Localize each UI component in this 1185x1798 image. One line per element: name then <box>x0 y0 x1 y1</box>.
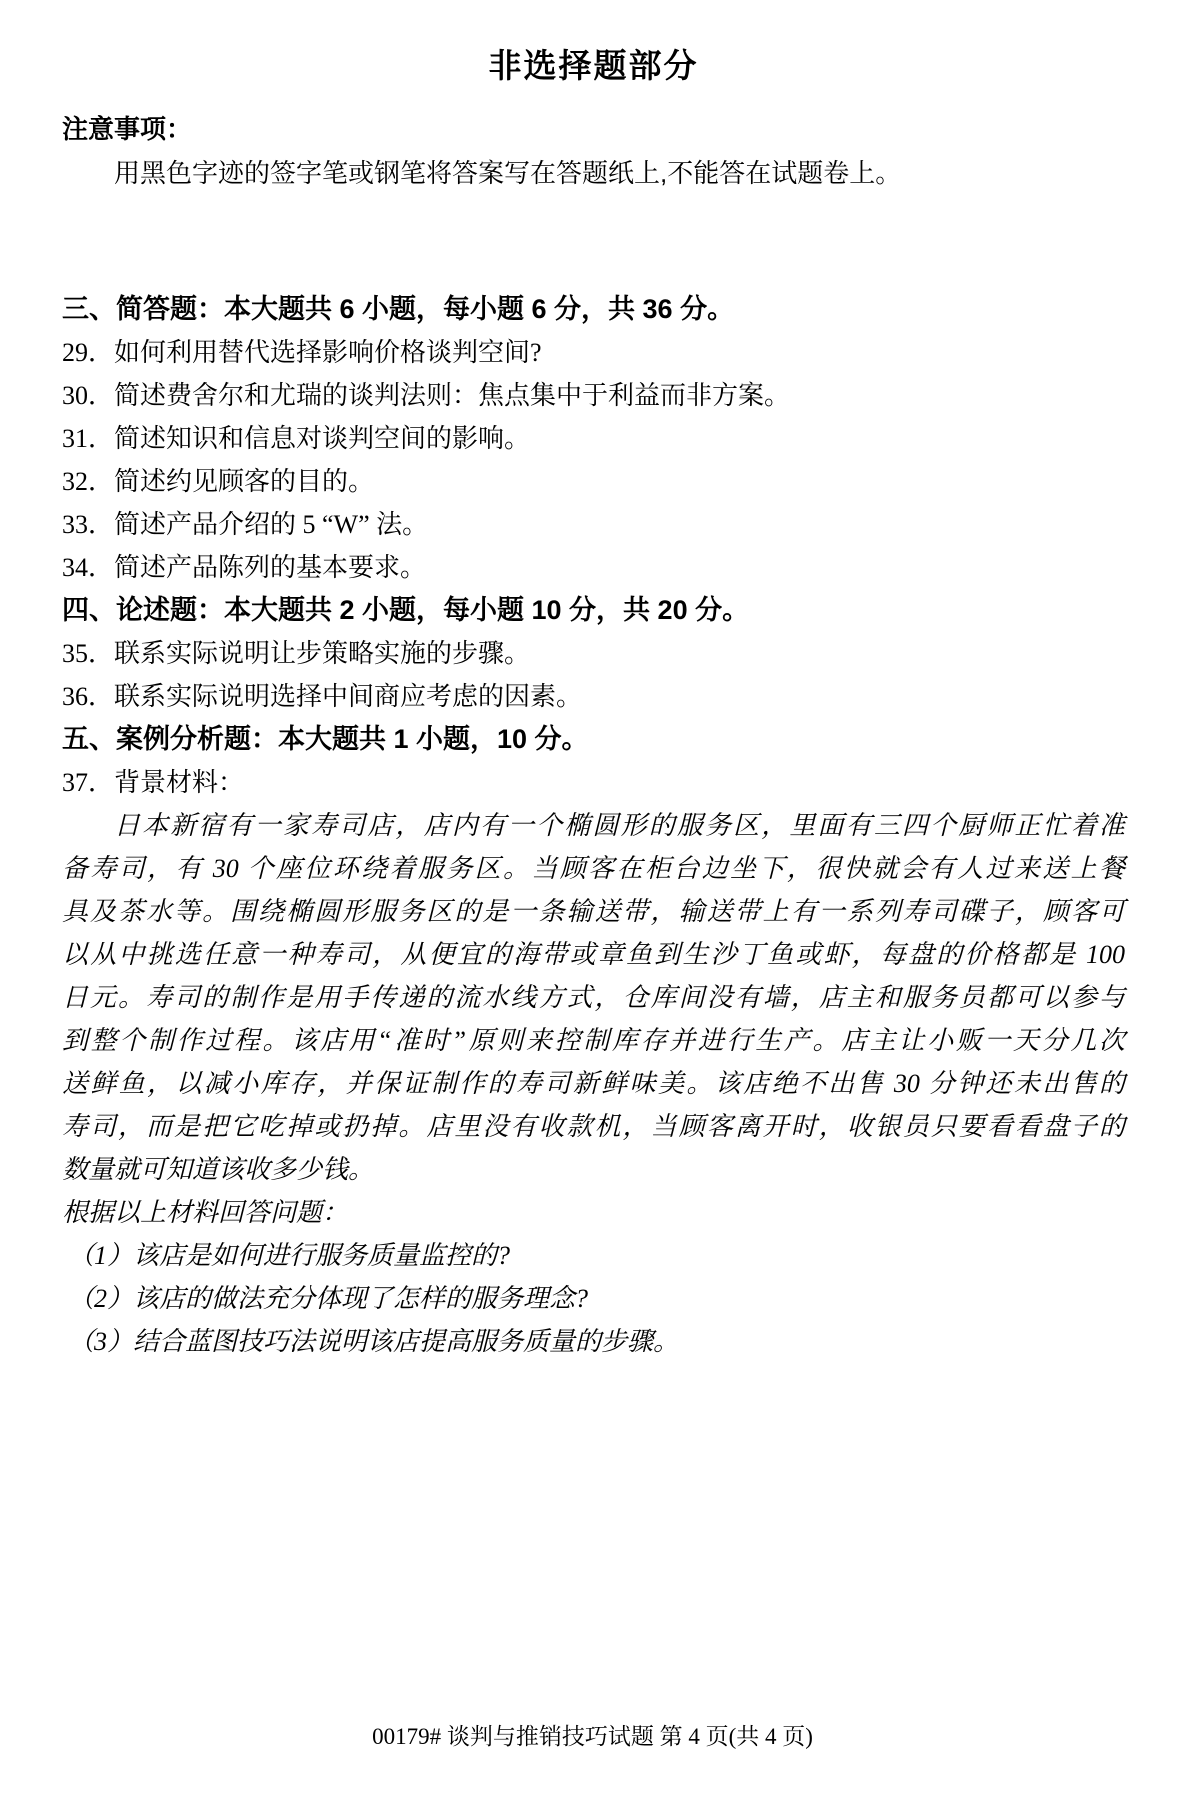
section-case-analysis <box>62 718 1125 1363</box>
case-analysis-heading: 五、案例分析题：本大题共 1 小题，10 分。 <box>62 724 589 754</box>
material-line-2: 备寿司，有 30 个座位环绕着服务区。当顾客在柜台边坐下，很快就会有人过来送上餐 <box>62 854 1125 883</box>
page-footer: 00179# 谈判与推销技巧试题 第 4 页(共 4 页) <box>372 1724 813 1749</box>
question-35: 35．联系实际说明让步策略实施的步骤。 <box>62 639 531 668</box>
section-short-answer <box>62 288 1125 589</box>
material-line-8: 寿司，而是把它吃掉或扔掉。店里没有收款机，当顾客离开时，收银员只要看看盘子的 <box>62 1112 1125 1141</box>
material-line-7: 送鲜鱼，以减小库存，并保证制作的寿司新鲜味美。该店绝不出售 30 分钟还未出售的 <box>62 1069 1125 1098</box>
material-line-6: 到整个制作过程。该店用“准时”原则来控制库存并进行生产。店主让小贩一天分几次 <box>62 1026 1125 1055</box>
material-line-1: 日本新宿有一家寿司店，店内有一个椭圆形的服务区，里面有三四个厨师正忙着准 <box>114 811 1125 840</box>
answer-prompt: 根据以上材料回答问题： <box>62 1198 349 1227</box>
section-essay <box>62 589 1125 718</box>
case-question-3: （3）结合蓝图技巧法说明该店提高服务质量的步骤。 <box>68 1327 680 1356</box>
question-31: 31．简述知识和信息对谈判空间的影响。 <box>62 424 531 453</box>
essay-heading: 四、论述题：本大题共 2 小题，每小题 10 分，共 20 分。 <box>62 595 750 625</box>
question-29: 29．如何利用替代选择影响价格谈判空间? <box>62 338 542 367</box>
material-line-4: 以从中挑选任意一种寿司，从便宜的海带或章鱼到生沙丁鱼或虾，每盘的价格都是 100 <box>62 940 1125 969</box>
question-36: 36．联系实际说明选择中间商应考虑的因素。 <box>62 682 583 711</box>
case-question-2: （2）该店的做法充分体现了怎样的服务理念? <box>68 1284 589 1313</box>
notice-section <box>62 114 1125 188</box>
material-line-9: 数量就可知道该收多少钱。 <box>62 1155 375 1184</box>
material-line-3: 具及茶水等。围绕椭圆形服务区的是一条输送带，输送带上有一系列寿司碟子，顾客可 <box>62 897 1125 926</box>
page-content <box>0 46 1185 1363</box>
case-material <box>62 804 1125 1191</box>
question-30: 30．简述费舍尔和尤瑞的谈判法则：焦点集中于利益而非方案。 <box>62 381 791 410</box>
notice-text: 用黑色字迹的签字笔或钢笔将答案写在答题纸上,不能答在试题卷上。 <box>114 158 902 188</box>
notice-heading: 注意事项： <box>62 114 193 144</box>
page-title: 非选择题部分 <box>488 47 699 84</box>
question-37-intro: 37．背景材料： <box>62 768 245 797</box>
case-question-1: （1）该店是如何进行服务质量监控的? <box>68 1241 511 1270</box>
short-answer-heading: 三、简答题：本大题共 6 小题，每小题 6 分，共 36 分。 <box>62 294 735 324</box>
question-33: 33．简述产品介绍的 5 “W” 法。 <box>62 510 429 539</box>
question-34: 34．简述产品陈列的基本要求。 <box>62 553 427 582</box>
material-line-5: 日元。寿司的制作是用手传递的流水线方式，仓库间没有墙，店主和服务员都可以参与 <box>62 983 1125 1012</box>
question-32: 32．简述约见顾客的目的。 <box>62 467 375 496</box>
